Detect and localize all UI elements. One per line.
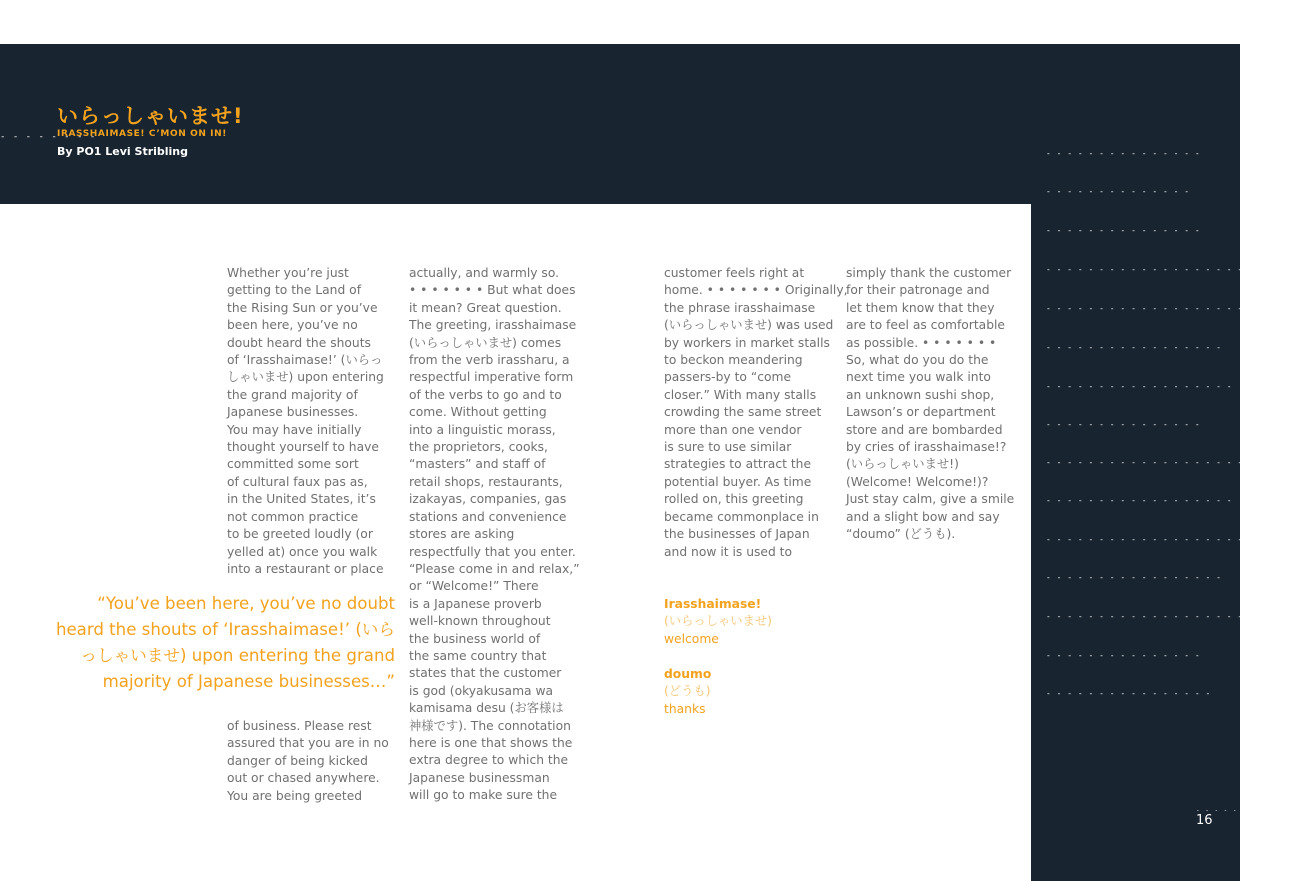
text-line: the proprietors, cooks, [409,440,548,455]
sidebar-dash-line: - - - - - - - - - - - - - - [1046,187,1190,196]
text-line: retail shops, restaurants, [409,474,563,489]
text-line: into a linguistic morass, [409,422,556,437]
text-line: (いらっしゃいませ) was used [664,318,834,333]
text-line: store and are bombarded [846,422,1003,437]
sidebar-dash-line: - - - - - - - - - - - - - - - - - - [1046,382,1233,391]
text-line: potential buyer. As time [664,474,812,489]
text-line: the businesses of Japan [664,527,810,542]
text-line: heard the shouts of ‘Irasshaimase!’ (いら [55,620,395,639]
text-line: to be greeted loudly (or [227,527,373,542]
article-title: いらっしゃいませ! [57,104,244,128]
text-line: is god (okyakusama wa [409,683,554,698]
glossary-kana: (いらっしゃいませ) [664,614,772,629]
text-line: from the verb irassharu, a [409,353,570,368]
text-line: “You’ve been here, you’ve no doubt [97,594,395,613]
text-line: or “Welcome!” There [409,579,539,594]
text-line: Japanese businesses. [227,405,359,420]
text-line: committed some sort [227,457,359,472]
decorative-dots-pagenum: - - - - - - - - [1196,807,1266,814]
sidebar-dash-line: - - - - - - - - - - - - - - - [1046,420,1201,429]
text-line: stores are asking [409,527,515,542]
column-4 [846,265,1014,544]
article-subtitle: IRASSHAIMASE! C’MON ON IN! [57,129,227,139]
sidebar-dash-line: - - - - - - - - - - - - - - - - - [1046,343,1222,352]
text-line: for their patronage and [846,283,990,298]
glossary-term: doumo [664,667,712,681]
text-line: assured that you are in no [227,736,389,751]
text-line: passers-by to “come [664,370,792,385]
sidebar-dash-line: - - - - - - - - - - - - - - - - [1046,689,1211,698]
text-line: and a slight bow and say [846,509,1000,524]
column-1-top [227,265,384,578]
text-line: 神様です). The connotation [409,718,571,733]
text-line: are to feel as comfortable [846,318,1006,333]
text-line: “doumo” (どうも). [846,527,956,542]
text-line: Japanese businessman [409,770,550,785]
text-line: will go to make sure the [409,788,558,803]
text-line: kamisama desu (お客様は [409,701,564,716]
text-line: The greeting, irasshaimase [409,318,577,333]
sidebar-dash-line: - - - - - - - - - - - - - - - [1046,651,1201,660]
text-line: Lawson’s or department [846,405,996,420]
text-line: of ‘Irasshaimase!’ (いらっ [227,353,383,368]
text-line: extra degree to which the [409,753,569,768]
text-line: into a restaurant or place [227,561,384,576]
text-line: to beckon meandering [664,353,803,368]
column-3 [664,265,848,561]
text-line: thought yourself to have [227,440,379,455]
text-line: let them know that they [846,300,995,315]
text-line: getting to the Land of [227,283,362,298]
text-line: in the United States, it’s [227,492,376,507]
pull-quote [20,591,395,695]
glossary-meaning: welcome [664,631,719,646]
sidebar-dash-line: - - - - - - - - - - - - - - - - - - [1046,496,1233,505]
text-line: “masters” and staff of [409,457,546,472]
glossary-kana: (どうも) [664,684,711,699]
text-line: (いらっしゃいませ!) [846,457,959,472]
glossary-entry-irasshaimase [664,596,772,648]
text-line: the business world of [409,631,541,646]
text-line: it mean? Great question. [409,300,562,315]
column-2 [409,265,580,805]
text-line: states that the customer [409,666,562,681]
text-line: by cries of irasshaimase!? [846,440,1007,455]
glossary-meaning: thanks [664,701,706,716]
glossary-entry-doumo [664,666,711,718]
text-line: stations and convenience [409,509,567,524]
column-1-bottom [227,718,389,805]
text-line: strategies to attract the [664,457,812,472]
sidebar-dash-line: - - - - - - - - - - - - - - - - - - - [1046,612,1243,621]
text-line: doubt heard the shouts [227,335,371,350]
text-line: of business. Please rest [227,719,372,733]
sidebar-dash-line: - - - - - - - - - - - - - - - - - [1046,573,1222,582]
text-line: of the verbs to go and to [409,387,562,402]
text-line: as possible. • • • • • • • [846,335,997,350]
text-line: crowding the same street [664,405,822,420]
text-line: of cultural faux pas as, [227,474,368,489]
text-line: っしゃいませ) upon entering the grand [80,646,395,665]
text-line: (Welcome! Welcome!)? [846,474,989,489]
text-line: So, what do you do the [846,353,989,368]
sidebar-dash-line: - - - - - - - - - - - - - - - [1046,226,1201,235]
text-line: You may have initially [227,422,362,437]
page-number: 16 [1196,813,1213,828]
text-line: more than one vendor [664,422,802,437]
text-line: not common practice [227,509,359,524]
text-line: been here, you’ve no [227,318,358,333]
text-line: is sure to use similar [664,440,792,455]
text-line: the Rising Sun or you’ve [227,300,378,315]
text-line: (いらっしゃいませ) comes [409,335,562,350]
sidebar-dash-line: - - - - - - - - - - - - - - - - - - - - - - - - [1046,304,1296,313]
text-line: simply thank the customer [846,266,1012,280]
text-line: closer.” With many stalls [664,387,817,402]
text-line: out or chased anywhere. [227,771,380,786]
sidebar-dash-line: - - - - - - - - - - - - - - - - - - - - [1046,458,1254,467]
text-line: and now it is used to [664,544,793,559]
text-line: izakayas, companies, gas [409,492,567,507]
text-line: customer feels right at [664,266,805,280]
text-line: respectful imperative form [409,370,574,385]
text-line: • • • • • • • But what does [409,283,576,298]
text-line: the phrase irasshaimase [664,300,816,315]
text-line: the same country that [409,648,547,663]
text-line: the grand majority of [227,387,358,402]
text-line: next time you walk into [846,370,991,385]
text-line: rolled on, this greeting [664,492,804,507]
sidebar-dash-line: - - - - - - - - - - - - - - - [1046,149,1201,158]
sidebar-dash-line: - - - - - - - - - - - - - - - - - - - - - - - - [1046,265,1296,274]
text-line: Whether you’re just [227,266,349,280]
text-line: You are being greeted [227,788,363,803]
text-line: danger of being kicked [227,753,368,768]
text-line: actually, and warmly so. [409,266,560,280]
text-line: an unknown sushi shop, [846,387,995,402]
text-line: by workers in market stalls [664,335,830,350]
text-line: well-known throughout [409,614,551,629]
text-line: “Please come in and relax,” [409,561,580,576]
text-line: yelled at) once you walk [227,544,378,559]
article-byline: By PO1 Levi Stribling [57,145,189,158]
text-line: Just stay calm, give a smile [846,492,1015,507]
text-line: come. Without getting [409,405,547,420]
sidebar-dash-line: - - - - - - - - - - - - - - - - - - - - [1046,535,1254,544]
text-line: respectfully that you enter. [409,544,576,559]
text-line: became commonplace in [664,509,819,524]
glossary-term: Irasshaimase! [664,597,762,611]
decorative-dots-left: - - - - - - - - [0,132,97,142]
text-line: しゃいませ) upon entering [227,370,384,385]
text-line: is a Japanese proverb [409,596,542,611]
text-line: home. • • • • • • • Originally, [664,283,848,298]
text-line: majority of Japanese businesses…” [102,672,395,691]
text-line: here is one that shows the [409,735,573,750]
